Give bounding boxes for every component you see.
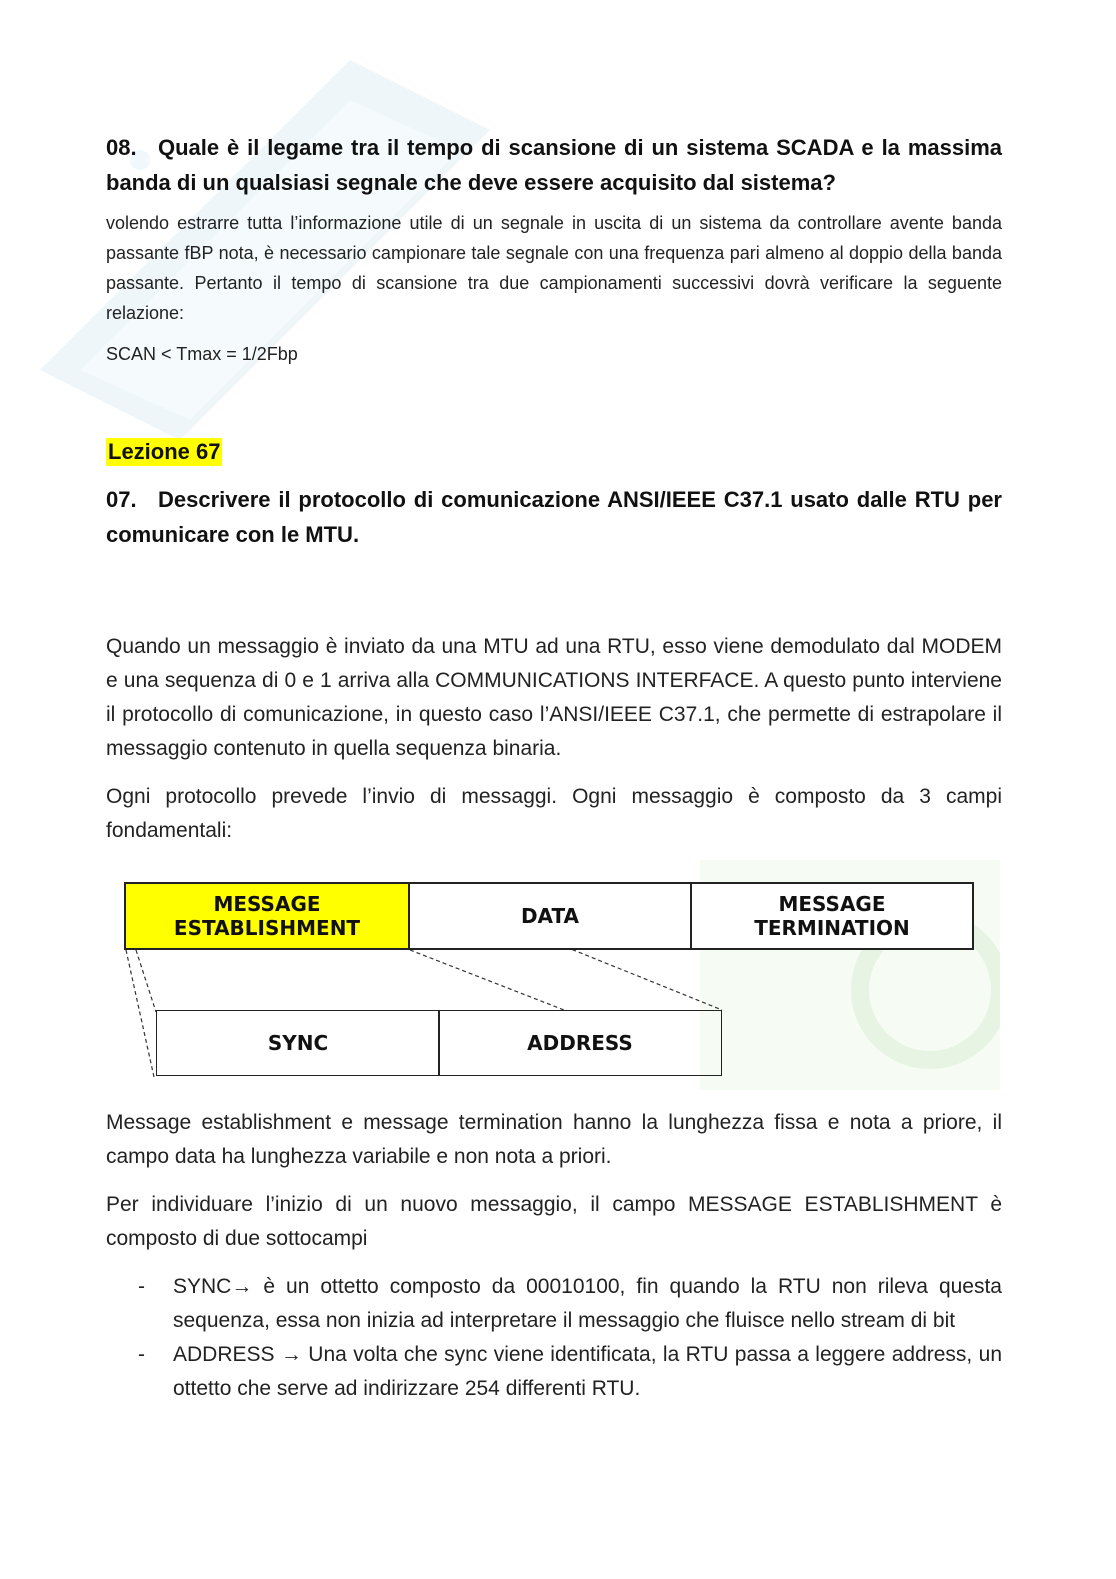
paragraph-mtu-rtu: Quando un messaggio è inviato da una MTU ad una RTU, esso viene demodulato dal MODEM e una sequenza di 0 e 1 arriva alla COMMUNICATIONS INTERFACE. A questo punto interviene il protocollo di comunicazione, in questo caso l’ANSI/IEEE C37.1, che permette di estrapolare il messaggio contenuto in quella sequenza binaria. — [106, 635, 1002, 760]
subfield-address — [438, 1010, 722, 1076]
field-data-label: DATA — [520, 904, 580, 928]
question-08-answer: volendo estrarre tutta l’informazione utile di un segnale in uscita di un sistema da controllare avente banda passante fBP nota, è necessario campionare tale segnale con una frequenza pari almeno al doppio della banda passante. Pertanto il tempo di scansione tra due campionamenti successivi dovrà verificare la seguente relazione: — [106, 213, 1002, 323]
paragraph-three-fields: Ogni protocollo prevede l’invio di messaggi. Ogni messaggio è composto da 3 campi fondamentali: — [106, 785, 1002, 842]
field-message-establishment-line2: ESTABLISHMENT — [173, 916, 361, 940]
list-item-sync-text: SYNC→ è un ottetto composto da 00010100, fin quando la RTU non rileva questa sequenza, essa non inizia ad interpretare il messaggio che fluisce nello stream di bit — [173, 1275, 1002, 1332]
question-07-number: 07. — [106, 487, 137, 512]
list-item-address — [106, 1338, 1002, 1406]
paragraph-field-lengths: Message establishment e message termination hanno la lunghezza fissa e nota a priore, il campo data ha lunghezza variabile e non nota a priori. — [106, 1111, 1002, 1168]
field-message-termination-line1: MESSAGE — [778, 892, 886, 916]
subfield-sync — [156, 1010, 440, 1076]
field-message-termination — [690, 882, 974, 950]
field-message-termination-line2: TERMINATION — [754, 916, 910, 940]
field-message-establishment-line1: MESSAGE — [213, 892, 321, 916]
paragraph-subfields-intro: Per individuare l’inizio di un nuovo messaggio, il campo MESSAGE ESTABLISHMENT è composto di due sottocampi — [106, 1193, 1002, 1250]
question-07-title: Descrivere il protocollo di comunicazione ANSI/IEEE C37.1 usato dalle RTU per comunicare con le MTU. — [106, 487, 1002, 547]
list-item-sync — [106, 1270, 1002, 1338]
list-dash: - — [138, 1343, 145, 1366]
subfield-list — [106, 1270, 1002, 1406]
scan-formula: SCAN < Tmax = 1/2Fbp — [106, 344, 298, 364]
question-08-number: 08. — [106, 135, 137, 160]
subfield-address-label: ADDRESS — [527, 1031, 633, 1055]
question-07-heading — [106, 482, 1002, 552]
list-dash: - — [138, 1275, 145, 1298]
list-item-address-text: ADDRESS → Una volta che sync viene identificata, la RTU passa a leggere address, un ottetto che serve ad indirizzare 254 differenti RTU. — [173, 1343, 1002, 1400]
lesson-label: Lezione 67 — [108, 439, 221, 464]
question-08-heading — [106, 130, 1002, 200]
question-08-title: Quale è il legame tra il tempo di scansione di un sistema SCADA e la massima banda di un qualsiasi segnale che deve essere acquisito dal sistema? — [106, 135, 1002, 195]
protocol-diagram — [124, 882, 984, 1082]
field-data — [408, 882, 692, 950]
subfield-sync-label: SYNC — [267, 1031, 329, 1055]
field-message-establishment — [124, 882, 410, 950]
